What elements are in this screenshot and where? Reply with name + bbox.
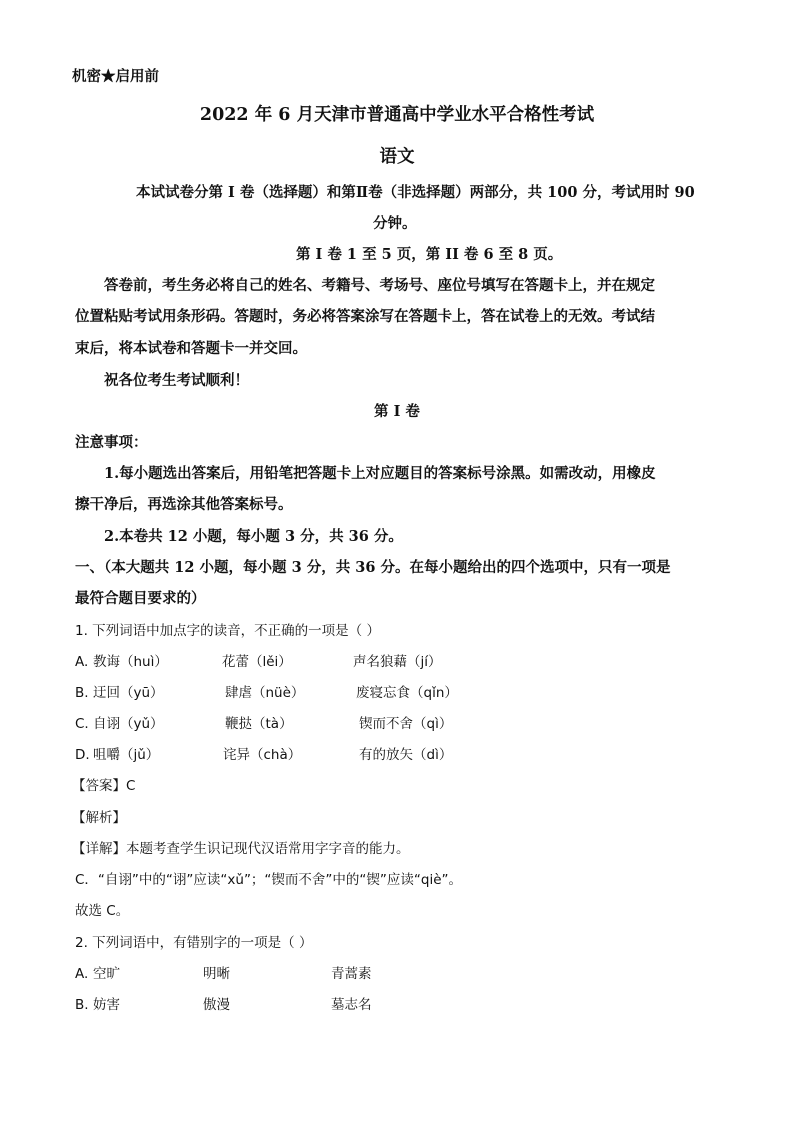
option-label: D. [75,747,90,763]
q1-explain: C．“自诩”中的“诩”应读“xǔ”；“锲而不舍”中的“锲”应读“qiè”。 [75,872,463,888]
section-heading-a: 一、（本大题共 12 小题，每小题 3 分，共 36 分。在每小题给出的四个选项中，只有一项是 [75,559,671,576]
option-choice-3: 青蒿素 [331,966,372,982]
q1-analysis: 【解析】 [72,810,126,826]
option-choice-3: 墓志名 [331,997,372,1013]
exam-title: 2022 年 6 月天津市普通高中学业水平合格性考试 [199,105,595,125]
option-choice-2: 傲漫 [203,997,230,1013]
option-label: A. [75,654,89,670]
option-choice-3: 锲而不舍（qì） [359,716,453,732]
section-heading-b: 最符合题目要求的） [75,590,206,607]
intro-line-3: 第 I 卷 1 至 5 页，第 II 卷 6 至 8 页。 [296,246,563,263]
q1-answer: 【答案】C [72,778,136,794]
option-choice-1: 咀嚼（jǔ） [93,747,160,763]
notice-item-2: 2.本卷共 12 小题，每小题 3 分，共 36 分。 [104,528,403,545]
option-choice-1: 空旷 [93,966,120,982]
notice-item-1a: 1.每小题选出答案后，用铅笔把答题卡上对应题目的答案标号涂黑。如需改动，用橡皮 [104,465,656,482]
option-choice-1: 教诲（huì） [93,654,168,670]
q1-option-c [75,714,755,734]
volume-heading: 第 I 卷 [374,403,420,420]
option-choice-2: 明晰 [203,966,230,982]
option-choice-1: 自诩（yǔ） [93,716,164,732]
intro-line-1: 本试试卷分第 I 卷（选择题）和第Ⅱ卷（非选择题）两部分，共 100 分，考试用时 90 [136,184,695,201]
option-choice-3: 有的放矢（dì） [359,747,453,763]
option-choice-3: 声名狼藉（jí） [353,654,442,670]
option-choice-2: 诧异（chà） [223,747,302,763]
intro-line-2: 分钟。 [373,215,417,232]
q1-conclusion: 故选 C。 [75,903,130,919]
subject-title: 语文 [379,147,415,167]
intro-wish: 祝各位考生考试顺利！ [104,372,249,389]
q2-option-a [75,964,755,984]
q1-option-b [75,683,755,703]
option-choice-3: 废寝忘食（qǐn） [356,685,458,701]
q1-stem: 1. 下列词语中加点字的读音，不正确的一项是（ ） [75,623,380,639]
q2-stem: 2. 下列词语中，有错别字的一项是（ ） [75,935,313,951]
option-choice-2: 鞭挞（tà） [225,716,293,732]
notice-item-1b: 擦干净后，再选涂其他答案标号。 [75,496,293,513]
intro-para-1: 答卷前，考生务必将自己的姓名、考籍号、考场号、座位号填写在答题卡上，并在规定 [104,277,655,294]
option-choice-1: 迂回（yū） [93,685,164,701]
option-choice-1: 妨害 [93,997,120,1013]
intro-para-2: 位置粘贴考试用条形码。答题时，务必将答案涂写在答题卡上，答在试卷上的无效。考试结 [75,308,655,325]
q1-detail: 【详解】本题考查学生识记现代汉语常用字字音的能力。 [72,841,410,857]
q2-option-b [75,995,755,1015]
option-label: A. [75,966,89,982]
q1-option-d [75,745,755,765]
notice-title: 注意事项： [75,434,148,451]
q1-option-a [75,652,755,672]
option-label: B. [75,997,89,1013]
option-label: C. [75,716,89,732]
option-choice-2: 花蕾（lěi） [222,654,292,670]
confidential-label: 机密★启用前 [72,68,159,85]
option-label: B. [75,685,89,701]
intro-para-3: 束后，将本试卷和答题卡一并交回。 [75,340,307,357]
option-choice-2: 肆虐（nüè） [225,685,305,701]
